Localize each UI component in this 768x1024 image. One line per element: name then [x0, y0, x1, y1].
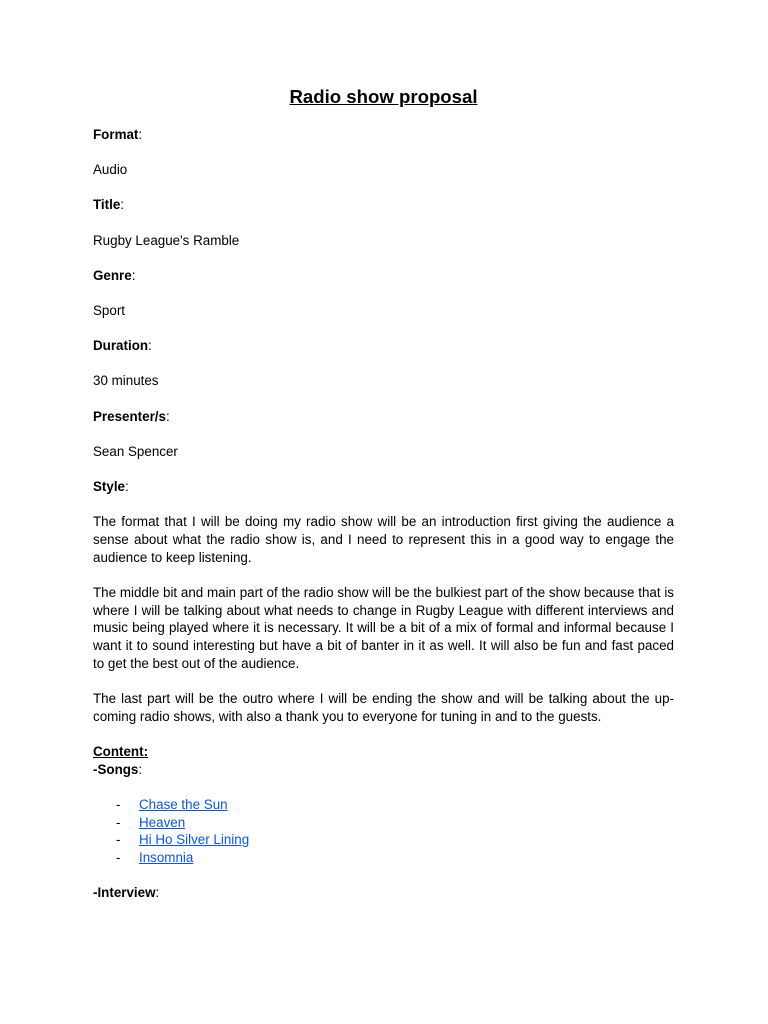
format-value: Audio — [93, 162, 128, 178]
song-link-chase-the-sun[interactable]: Chase the Sun — [139, 797, 228, 813]
song-link-insomnia[interactable]: Insomnia — [139, 850, 194, 866]
title-label-line: Title: — [93, 197, 125, 213]
style-label-line: Style: — [93, 479, 129, 495]
document-page — [93, 86, 674, 902]
duration-label-line: Duration: — [93, 338, 152, 354]
song-list-item — [93, 814, 674, 832]
format-label: Format — [93, 127, 139, 142]
song-list-item — [93, 796, 674, 814]
genre-label: Genre — [93, 267, 132, 283]
songs-label-line: -Songs: — [93, 761, 143, 777]
style-paragraph-outro: The last part will be the outro where I will be ending the show and will be talking about the up-coming radio shows, with also a thank you to everyone for tuning in and to the guests. — [93, 691, 674, 724]
song-list — [93, 796, 674, 867]
duration-label: Duration — [93, 338, 149, 354]
style-paragraph-intro: The format that I will be doing my radio show will be an introduction first giving the audience a sense about what the radio show is, and I need to represent this in a good way to engage the audience to keep listening. — [93, 514, 674, 565]
list-dash: - — [116, 832, 121, 848]
list-dash: - — [116, 797, 121, 813]
interview-label-line: -Interview: — [93, 885, 160, 901]
presenter-label: Presenter/s — [93, 408, 166, 424]
title-label: Title — [93, 197, 121, 213]
style-paragraph-middle: The middle bit and main part of the radio show will be the bulkiest part of the show because that is where I will be talking about what needs to change in Rugby League with different interviews and music being played where it is necessary. It will be a bit of a mix of formal and informal because I want it to sound interesting but have a bit of banter in it as well. It will also be fun and fast paced to get the best out of the audience. — [93, 584, 674, 671]
title-value: Rugby League's Ramble — [93, 232, 240, 248]
style-label: Style — [93, 479, 126, 495]
presenter-value: Sean Spencer — [93, 443, 178, 459]
song-list-item — [93, 831, 674, 849]
genre-label-line: Genre: — [93, 267, 136, 283]
songs-label: -Songs — [93, 761, 139, 777]
list-dash: - — [116, 850, 121, 866]
interview-label: -Interview — [93, 885, 156, 901]
format-label-line: Format: — [93, 127, 143, 142]
presenter-label-line: Presenter/s: — [93, 408, 170, 424]
song-link-heaven[interactable]: Heaven — [139, 814, 186, 830]
genre-value: Sport — [93, 303, 126, 319]
document-title: Radio show proposal — [289, 86, 478, 107]
song-link-hi-ho-silver-lining[interactable]: Hi Ho Silver Lining — [139, 832, 250, 848]
song-list-item — [93, 849, 674, 867]
content-heading: Content: — [93, 744, 149, 760]
list-dash: - — [116, 814, 121, 830]
duration-value: 30 minutes — [93, 373, 159, 389]
